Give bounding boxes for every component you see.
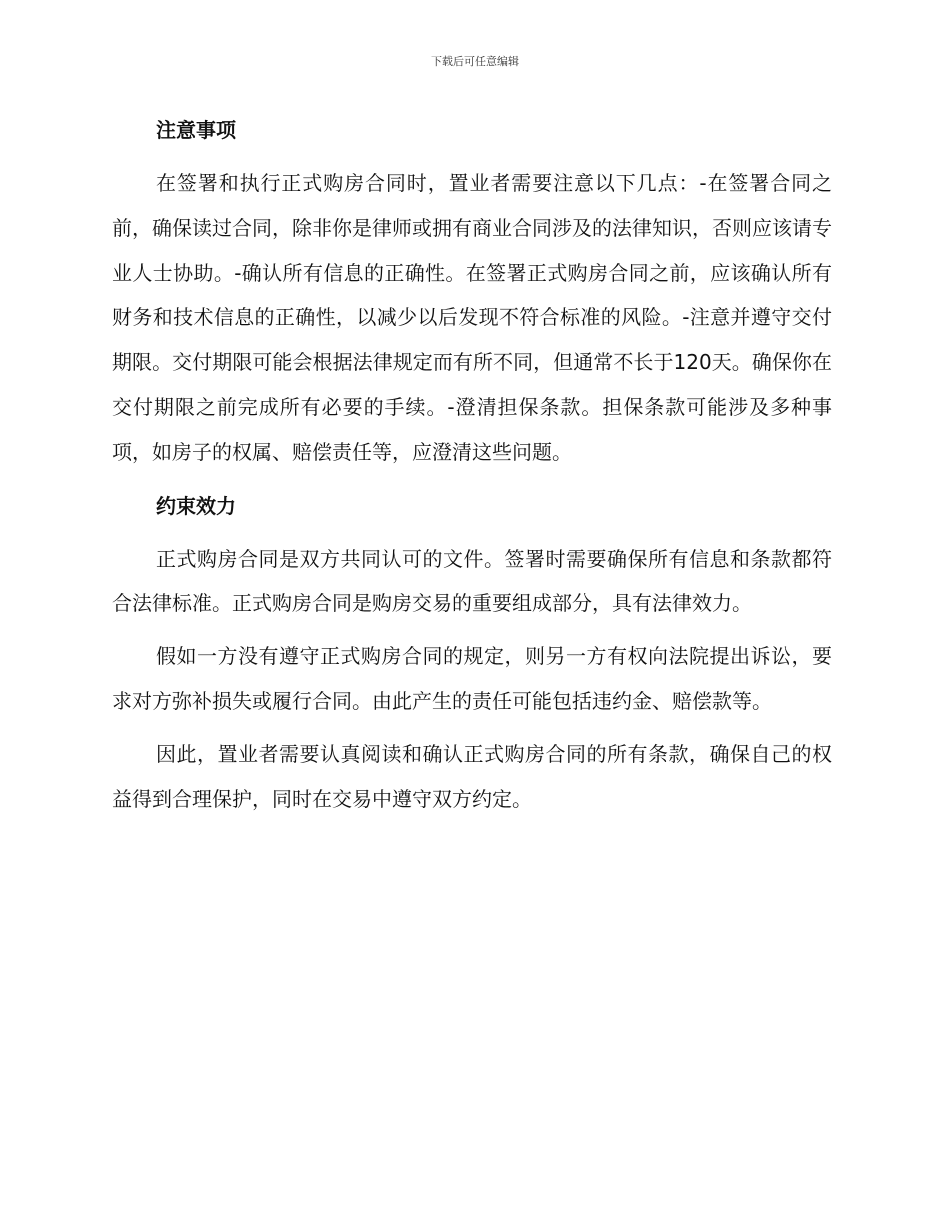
section-heading-notes: 注意事项	[156, 118, 236, 142]
paragraph: 正式购房合同是双方共同认可的文件。签署时需要确保所有信息和条款都符合法律标准。正式购房合同是购房交易的重要组成部分，具有法律效力。	[112, 546, 832, 616]
paragraph: 因此，置业者需要认真阅读和确认正式购房合同的所有条款，确保自己的权益得到合理保护，同时在交易中遵守双方约定。	[112, 741, 832, 811]
section-heading-binding-force: 约束效力	[156, 493, 236, 518]
document-body	[112, 108, 832, 821]
paragraph: 假如一方没有遵守正式购房合同的规定，则另一方有权向法院提出诉讼，要求对方弥补损失或履行合同。由此产生的责任可能包括违约金、赔偿款等。	[112, 644, 832, 713]
paragraph: 在签署和执行正式购房合同时，置业者需要注意以下几点：‐在签署合同之前，确保读过合同，除非你是律师或拥有商业合同涉及的法律知识，否则应该请专业人士协助。‐确认所有信息的正确性。在签署正式购房合同之前，应该确认所有财务和技术信息的正确性，以减少以后发现不符合标准的风险。‐注意并遵守交付期限。交付期限可能会根据法律规定而有所不同，但通常不长于120天。确保你在交付期限之前完成所有必要的手续。‐澄清担保条款。担保条款可能涉及多种事项，如房子的权属、赔偿责任等，应澄清这些问题。	[112, 171, 832, 464]
page-header: 下载后可任意编辑	[431, 55, 519, 68]
